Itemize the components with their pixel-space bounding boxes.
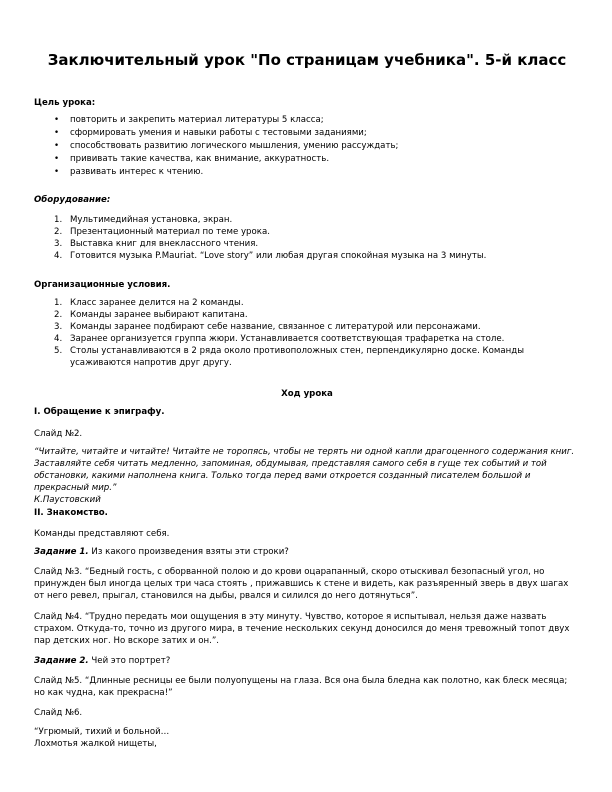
task-1: Задание 1. Из какого произведения взяты эти строки? — [34, 547, 289, 557]
list-item: • прививать такие качества, как внимание, аккуратность. — [34, 153, 580, 166]
poem-line: “Угрюмый, тихий и больной… — [34, 727, 170, 737]
equipment-section — [34, 194, 580, 262]
list-item: • сформировать умения и навыки работы с тестовыми заданиями; — [34, 127, 580, 140]
epigraph-quote: “Читайте, читайте и читайте! Читайте не торопясь, чтобы не терять ни одной капли драгоценного содержания книг. Заставляйте себя читать медленно, запоминая, обдумывая, представляя самого себя в гуще тех событий и той обстановки, какими наполнена книга. Только тогда перед вами откроется созданный писателем большой и прекрасный мир.” — [34, 447, 575, 493]
list-item: 3. Выставка книг для внеклассного чтения. — [54, 239, 259, 249]
list-item: 4. Готовится музыка P.Mauriat. “Love story” или любая другая спокойная музыка на 3 минуты. — [54, 251, 487, 261]
section-acquaintance: II. Знакомство. — [34, 508, 108, 518]
section-epigraph: I. Обращение к эпиграфу. — [34, 407, 165, 417]
teams-intro: Команды представляют себя. — [34, 529, 170, 539]
slide-4: Слайд №4. “Трудно передать мои ощущения в эту минуту. Чувство, которое я испытывал, нельзя даже назвать страхом. Откуда-то, точно из другого мира, в течение нескольких секунд доносился до меня тревожный топот двух пар детских ног. Но вскоре затих и он.”. — [34, 612, 570, 646]
task-2: Задание 2. Чей это портрет? — [34, 656, 171, 666]
list-item: • повторить и закрепить материал литературы 5 класса; — [34, 114, 580, 127]
list-item: 2. Презентационный материал по теме урока. — [54, 227, 270, 237]
list-item: • развивать интерес к чтению. — [34, 166, 580, 179]
list-item: • способствовать развитию логического мышления, умению рассуждать; — [34, 140, 580, 153]
slide-2: Слайд №2. — [34, 429, 83, 439]
equipment-heading: Оборудование: — [34, 195, 111, 205]
conditions-heading: Организационные условия. — [34, 280, 171, 290]
list-item: 4. Заранее организуется группа жюри. Устанавливается соответствующая трафаретка на столе. — [54, 334, 505, 344]
slide-6: Слайд №6. — [34, 708, 83, 718]
conditions-list — [34, 297, 580, 369]
list-item: 1. Класс заранее делится на 2 команды. — [54, 298, 244, 308]
goal-section — [34, 97, 580, 179]
slide-5: Слайд №5. “Длинные ресницы ее были полуопущены на глаза. Вся она была бледна как полотно, как блеск месяца; но как чудна, как прекрасна!” — [34, 676, 568, 698]
goal-list — [34, 114, 580, 179]
quote-author: К.Паустовский — [34, 495, 101, 505]
list-item: 5. Столы устанавливаются в 2 ряда около противоположных стен, перпендикулярно доске. Команды усаживаются напротив друг другу. — [54, 346, 525, 368]
poem-line: Лохмотья жалкой нищеты, — [34, 739, 157, 749]
goal-heading: Цель урока: — [34, 98, 96, 108]
slide-3: Слайд №3. “Бедный гость, с оборванной полою и до крови оцарапанный, скоро отыскивал безопасный угол, но принужден был иногда целых три часа стоять , прижавшись к стене и видеть, как разъяренный зверь в двух шагах от него ревел, прыгал, становился на дыбы, рвался и силился до него дотянуться”. — [34, 567, 569, 601]
list-item: 1. Мультимедийная установка, экран. — [54, 215, 233, 225]
list-item: 2. Команды заранее выбирают капитана. — [54, 310, 248, 320]
equipment-list — [34, 214, 580, 262]
page-title: Заключительный урок "По страницам учебника". 5-й класс — [47, 51, 567, 69]
list-item: 3. Команды заранее подбирают себе название, связанное с литературой или персонажами. — [54, 322, 481, 332]
lesson-heading: Ход урока — [281, 389, 333, 399]
conditions-section — [34, 279, 580, 369]
